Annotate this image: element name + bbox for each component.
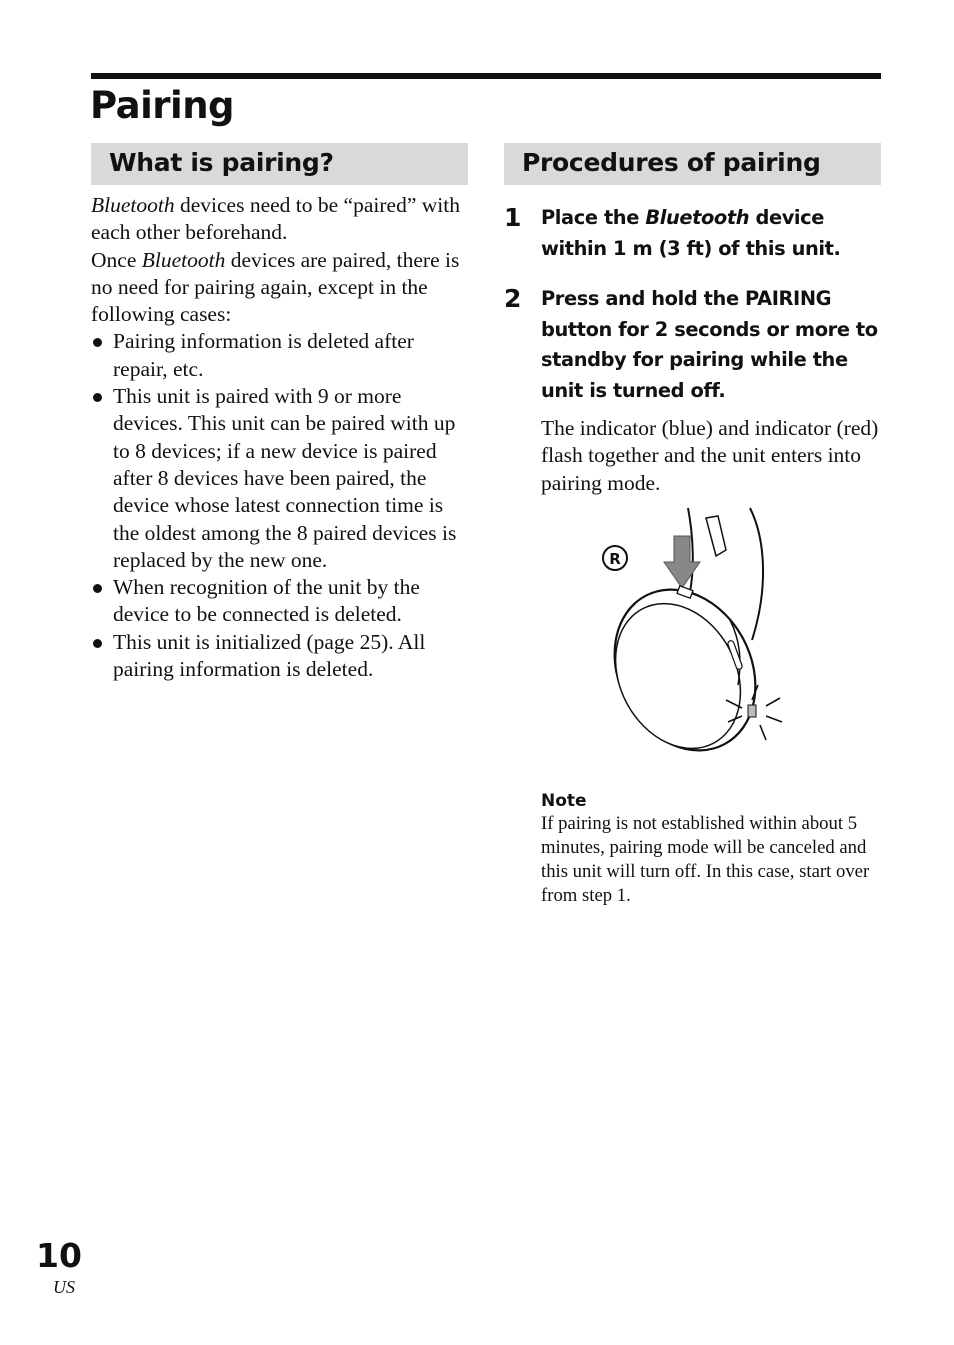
page-locale: US <box>53 1277 75 1297</box>
step-text: Place the <box>541 206 646 229</box>
step-2-result: The indicator (blue) and indicator (red) flash together and the unit enters into pairing mode. <box>541 416 879 495</box>
step-instruction: Press and hold the PAIRING button for 2 seconds or more to standby for pairing while the unit is turned off. <box>541 287 878 402</box>
section-heading-procedures: Procedures of pairing <box>504 143 881 185</box>
intro-text: devices need to be “paired” with each other beforehand. <box>91 193 460 245</box>
headphone-illustration-svg <box>590 500 790 770</box>
intro-paragraph-2 <box>91 247 471 329</box>
step-instruction <box>541 203 886 264</box>
bluetooth-term: Bluetooth <box>141 247 226 272</box>
r-badge-label: R <box>609 550 621 568</box>
list-item: Pairing information is deleted after repair, etc. <box>91 328 471 383</box>
headband-slot <box>706 516 726 556</box>
bluetooth-term: Bluetooth <box>91 193 175 217</box>
press-arrow-icon <box>664 536 700 588</box>
cases-list <box>91 328 471 683</box>
note-box <box>541 790 891 908</box>
page-number: 10 <box>36 1236 82 1275</box>
indicator-light <box>748 705 756 717</box>
note-title: Note <box>541 791 587 811</box>
intro-text: devices are paired, there is no need for pairing again, except in the following cases: <box>91 247 460 327</box>
intro-text: Once <box>91 247 142 272</box>
step-text: device within 1 m (3 ft) of this unit. <box>541 206 841 260</box>
section-heading-what-is-pairing: What is pairing? <box>91 143 468 185</box>
list-item: This unit is paired with 9 or more devices. This unit can be paired with up to 8 devices; if a new device is paired after 8 devices have been paired, the device whose latest connection time is the oldest among the 8 paired devices is replaced by the new one. <box>91 383 471 574</box>
list-item: When recognition of the unit by the device to be connected is deleted. <box>91 574 471 629</box>
headband-outer-edge <box>750 508 763 640</box>
top-rule <box>91 73 881 79</box>
page-title: Pairing <box>90 84 235 127</box>
step-number: 2 <box>504 284 522 313</box>
bluetooth-term: Bluetooth <box>645 206 750 229</box>
intro-paragraph-1 <box>91 192 471 247</box>
headphone-pairing-illustration <box>590 500 790 770</box>
what-is-pairing-body <box>91 192 471 683</box>
note-text: If pairing is not established within about 5 minutes, pairing mode will be canceled and this unit will turn off. In this case, start over from step 1. <box>541 813 870 906</box>
list-item: This unit is initialized (page 25). All pairing information is deleted. <box>91 629 471 684</box>
step-number: 1 <box>504 203 522 232</box>
